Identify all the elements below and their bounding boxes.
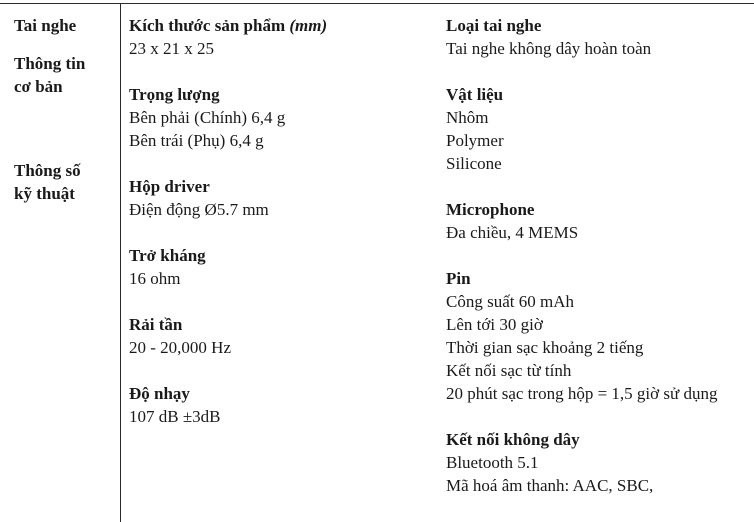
spec-battery-magnetic: Kết nối sạc từ tính [446,361,572,380]
spec-type-value: Tai nghe không dây hoàn toàn [446,39,652,58]
spec-sensitivity [129,382,429,428]
spec-wireless [446,428,746,497]
spec-impedance [129,244,429,290]
spacer [129,60,429,83]
spec-battery-quick-charge: 20 phút sạc trong hộp = 1,5 giờ sử dụng [446,384,718,403]
spec-weight [129,83,429,152]
spec-size-label [129,14,429,37]
spec-size-unit: (mm) [289,16,328,35]
spec-weight-label: Trọng lượng [129,85,220,104]
spec-microphone [446,198,746,244]
spec-weight-left: Bên trái (Phụ) 6,4 g [129,131,264,150]
spec-frequency [129,313,429,359]
spec-driver [129,175,429,221]
table-top-border [0,3,754,4]
spec-battery-label: Pin [446,269,471,288]
column-divider [120,3,121,522]
spec-driver-label: Hộp driver [129,177,210,196]
spec-wireless-label: Kết nối không dây [446,430,580,449]
spacer [129,152,429,175]
spec-microphone-value: Đa chiều, 4 MEMS [446,223,579,242]
category-column [14,14,114,205]
spec-driver-value: Điện động Ø5.7 mm [129,200,269,219]
spec-type-label: Loại tai nghe [446,16,542,35]
spacer [129,359,429,382]
spec-microphone-label: Microphone [446,200,535,219]
spec-size-label-text: Kích thước sản phẩm [129,16,286,35]
spacer [129,290,429,313]
spec-column-right [446,14,746,497]
spec-frequency-value: 20 - 20,000 Hz [129,338,231,357]
category-thong-tin-line2: cơ bản [14,77,63,96]
spec-material-aluminum: Nhôm [446,108,489,127]
spec-sensitivity-label: Độ nhạy [129,384,190,403]
spec-size-value: 23 x 21 x 25 [129,39,214,58]
spec-battery-duration: Lên tới 30 giờ [446,315,543,334]
spec-weight-right: Bên phải (Chính) 6,4 g [129,108,286,127]
spec-frequency-label: Rải tần [129,315,183,334]
spacer [129,221,429,244]
spec-sensitivity-value: 107 dB ±3dB [129,407,221,426]
spec-impedance-label: Trở kháng [129,246,206,265]
spec-wireless-codec: Mã hoá âm thanh: AAC, SBC, [446,476,654,495]
spec-type [446,14,746,60]
spacer [14,98,114,159]
spacer [446,405,746,428]
spec-material-label: Vật liệu [446,85,504,104]
spec-battery [446,267,746,405]
spec-material-silicone: Silicone [446,154,502,173]
spacer [446,60,746,83]
category-thong-so-line1: Thông số [14,161,81,180]
spacer [14,37,114,52]
spec-column-middle [129,14,429,428]
spec-battery-charge-time: Thời gian sạc khoảng 2 tiếng [446,338,644,357]
spacer [446,175,746,198]
spec-battery-capacity: Công suất 60 mAh [446,292,574,311]
spec-wireless-bluetooth: Bluetooth 5.1 [446,453,539,472]
category-thong-tin-line1: Thông tin [14,54,86,73]
spacer [446,244,746,267]
spec-material [446,83,746,175]
spec-size [129,14,429,60]
category-tai-nghe: Tai nghe [14,16,77,35]
spec-material-polymer: Polymer [446,131,504,150]
category-thong-so-line2: kỹ thuật [14,184,75,203]
spec-impedance-value: 16 ohm [129,269,181,288]
